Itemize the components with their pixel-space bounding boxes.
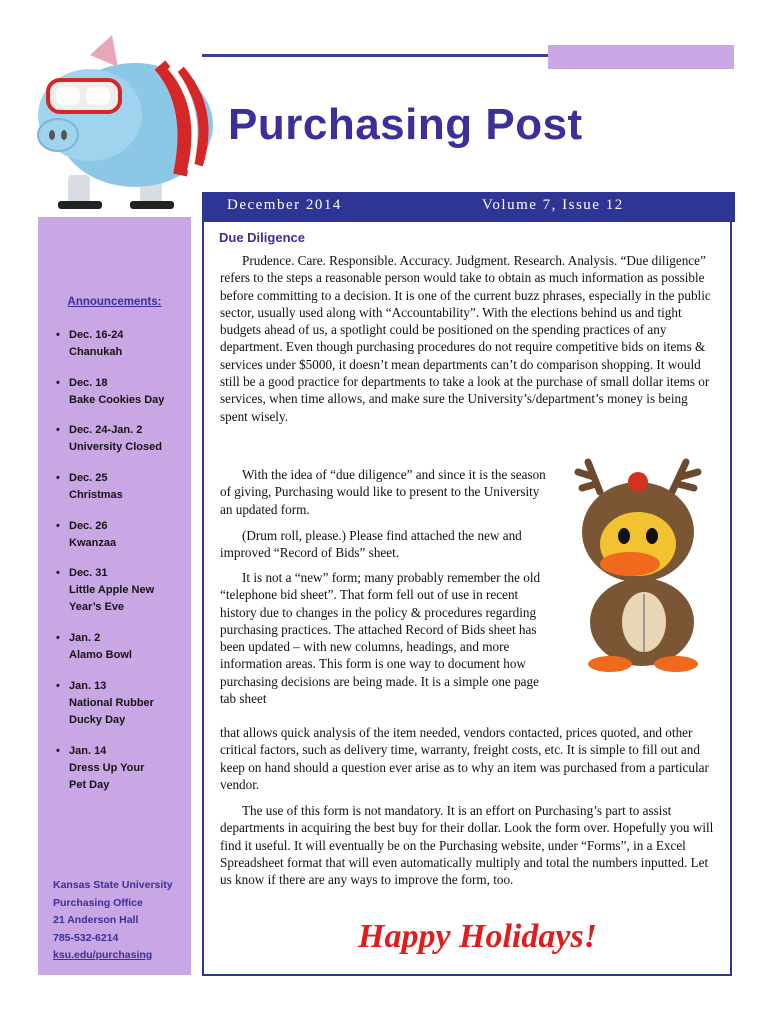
article-paragraph: Prudence. Care. Responsible. Accuracy. Judgment. Research. Analysis. “Due diligence” refers to the steps a reasonable person would take to obtain as much information as possible before committing to a decision. It is one of the current buzz phrases, especially in the public sector, usually used along with “Accountability”. With the elections behind us and tight budgets ahead of us, a spotlight could be positioned on the spending practices of any department. Even though purchasing procedures do not require competitive bids on items & services under $5000, it doesn’t mean departments can’t do comparison shopping. It would still be a good practice for departments to take a look at the purchase of small dollar items or services, when time allows, and make sure the University’s/department’s money is being spent wisely. [220, 253, 711, 424]
announcement-item: • Dec. 26 Kwanzaa [56, 520, 117, 549]
announcement-item: • Dec. 31 Little Apple New Year’s Eve [56, 567, 155, 613]
article-paragraph: (Drum roll, please.) Please find attached the new and improved “Record of Bids” sheet. [220, 528, 522, 561]
happy-holidays-greeting: Happy Holidays! [358, 918, 597, 955]
piggy-bank-mascot-image [20, 25, 225, 215]
announcement-item: • Jan. 13 National Rubber Ducky Day [56, 680, 154, 726]
announcement-item: • Dec. 24-Jan. 2 University Closed [56, 424, 162, 453]
contact-address: 21 Anderson Hall [53, 914, 139, 926]
article-paragraph: With the idea of “due diligence” and since it is the season of giving, Purchasing would like to present to the University an updated form. [220, 467, 546, 517]
header-accent-box [548, 45, 734, 69]
contact-block [53, 877, 173, 965]
bullet-icon: • [56, 329, 60, 341]
announcement-item: • Dec. 18 Bake Cookies Day [56, 377, 165, 406]
article-paragraph: It is not a “new” form; many probably remember the old “telephone bid sheet”. That form fell out of use in recent history due to changes in the policy & procedures regarding purchasing practices. The attached Record of Bids sheet has been updated – with new columns, headings, and more information areas. This form is one way to document how purchasing decisions are being made. It is a simple one page tab sheet [220, 570, 541, 707]
announcement-item: • Jan. 2 Alamo Bowl [56, 632, 132, 661]
website-link[interactable]: ksu.edu/purchasing [53, 949, 153, 961]
bullet-icon: • [56, 424, 60, 436]
bullet-icon: • [56, 567, 60, 579]
bullet-icon: • [56, 632, 60, 644]
bullet-icon: • [56, 472, 60, 484]
announcement-item: • Jan. 14 Dress Up Your Pet Day [56, 745, 145, 791]
article-title: Due Diligence [219, 230, 305, 245]
bullet-icon: • [56, 680, 60, 692]
bullet-icon: • [56, 520, 60, 532]
article-paragraph: The use of this form is not mandatory. It is an effort on Purchasing’s part to assist departments in acquiring the best buy for their dollar. Look the form over. Hopefully you will find it useful. It will eventually be on the Purchasing website, under “Forms”, in a Excel Spreadsheet format that will even automatically multiply and total the numbers inputted. Let us know if there are any ways to improve the form, too. [220, 803, 714, 888]
contact-university: Kansas State University [53, 879, 173, 891]
announcements-heading: Announcements: [67, 296, 162, 308]
issue-date: December 2014 [227, 197, 342, 213]
bullet-icon: • [56, 745, 60, 757]
announcement-item: • Dec. 16-24 Chanukah [56, 329, 124, 358]
article-paragraph-continued: that allows quick analysis of the item needed, vendors contacted, prices quoted, and other critical factors, such as delivery time, warranty, freight costs, etc. It is simple to fill out and keep on hand should a question ever arise as to why an item was purchased from a particular vendor. [220, 725, 709, 792]
issue-volume: Volume 7, Issue 12 [482, 197, 624, 213]
bullet-icon: • [56, 377, 60, 389]
contact-office: Purchasing Office [53, 896, 143, 909]
newsletter-title: Purchasing Post [228, 100, 583, 149]
announcement-item: • Dec. 25 Christmas [56, 472, 123, 501]
reindeer-duck-image [560, 452, 718, 674]
contact-phone: 785-532-6214 [53, 931, 119, 944]
